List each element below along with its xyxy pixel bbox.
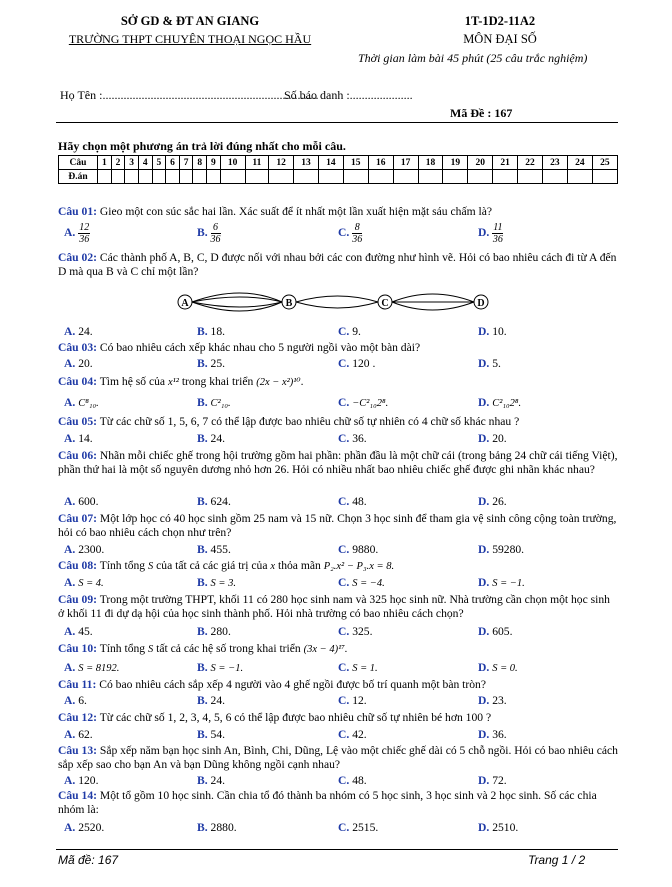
option-14a[interactable]: A. 2520. [64,821,105,834]
answer-cell-7[interactable] [179,170,193,184]
option-6d[interactable]: D. 26. [478,495,507,508]
answer-col-9: 9 [207,156,221,170]
subject: MÔN ĐẠI SỐ [463,32,537,46]
option-7d[interactable]: D. 59280. [478,543,525,556]
answer-cell-12[interactable] [269,170,294,184]
answer-col-23: 23 [542,156,567,170]
answer-cell-8[interactable] [193,170,207,184]
option-13b[interactable]: B. 24. [197,774,226,787]
option-8b[interactable]: B. S = 3. [197,576,237,589]
option-2d[interactable]: D. 10. [478,325,507,338]
question-13: Câu 13: Sắp xếp năm bạn học sinh An, Bình, Chi, Dũng, Lệ vào một chiếc ghế dài có 5 chỗ ngồi. Hỏi có bao nhiêu cách sắp xếp sao cho bạn An và bạn Dũng không ngồi cạnh nhau? [58,744,618,771]
answer-cell-5[interactable] [152,170,166,184]
footer-code: Mã đề: 167 [58,853,119,867]
svg-text:A: A [181,298,189,309]
answer-cell-13[interactable] [294,170,319,184]
svg-text:B: B [285,298,293,309]
answer-cell-22[interactable] [518,170,543,184]
option-12d[interactable]: D. 36. [478,728,507,741]
option-12b[interactable]: B. 54. [197,728,226,741]
school-name: TRƯỜNG THPT CHUYÊN THOẠI NGỌC HẦU [68,32,312,46]
option-13d[interactable]: D. 72. [478,774,507,787]
option-10a[interactable]: A. S = 8192. [64,661,120,674]
answer-cell-10[interactable] [220,170,245,184]
question-5: Câu 05: Từ các chữ số 1, 5, 6, 7 có thể lập được bao nhiêu chữ số tự nhiên có 4 chữ số khác nhau ? [58,415,520,428]
answer-col-21: 21 [493,156,518,170]
org-name: SỞ GD & ĐT AN GIANG [120,14,260,28]
option-11b[interactable]: B. 24. [197,694,226,707]
svg-text:D: D [477,298,485,309]
option-11d[interactable]: D. 23. [478,694,507,707]
answer-col-22: 22 [518,156,543,170]
name-field: Họ Tên :........................................................................ [60,88,319,102]
exam-time: Thời gian làm bài 45 phút (25 câu trắc nghiệm) [358,51,588,65]
answer-cell-25[interactable] [592,170,617,184]
sbd-field: Số báo danh :..................... [284,88,413,102]
answer-cell-9[interactable] [207,170,221,184]
option-6b[interactable]: B. 624. [197,495,231,508]
option-14b[interactable]: B. 2880. [197,821,237,834]
answer-col-25: 25 [592,156,617,170]
answer-cell-6[interactable] [166,170,180,184]
answer-cell-23[interactable] [542,170,567,184]
instruction: Hãy chọn một phương án trả lời đúng nhất cho mỗi câu. [58,139,346,153]
question-12: Câu 12: Từ các chữ số 1, 2, 3, 4, 5, 6 có thể lập được bao nhiêu chữ số tự nhiên bé hơn 100 ? [58,711,492,724]
question-8: Câu 08: Tính tổng S của tất cả các giá trị của x thỏa mãn P₂.x² − P₃.x = 8. [58,559,395,572]
option-8d[interactable]: D. S = −1. [478,576,525,589]
answer-col-2: 2 [111,156,125,170]
answer-col-12: 12 [269,156,294,170]
answer-col-16: 16 [368,156,393,170]
svg-text:C: C [381,298,389,309]
route-diagram [170,288,500,316]
exam-code: 1T-1D2-11A2 [464,14,536,28]
answer-col-18: 18 [418,156,443,170]
option-14d[interactable]: D. 2510. [478,821,519,834]
answer-col-15: 15 [343,156,368,170]
answer-col-17: 17 [393,156,418,170]
answer-cell-19[interactable] [443,170,468,184]
option-12c[interactable]: C. 42. [338,728,367,741]
footer-divider [56,849,618,850]
answer-table-row-label: Đ.án [59,170,98,184]
answer-cell-21[interactable] [493,170,518,184]
answer-cell-11[interactable] [245,170,269,184]
option-1b[interactable]: B. $\frac{6}{36}$ [197,222,221,245]
option-8a[interactable]: A. S = 4. [64,576,104,589]
option-8c[interactable]: C. S = −4. [338,576,385,589]
answer-col-14: 14 [318,156,343,170]
question-1: Câu 01: Gieo một con súc sắc hai lần. Xác suất để ít nhất một lần xuất hiện mặt sáu chấm là? [58,205,493,218]
question-2: Câu 02: Các thành phố A, B, C, D được nối với nhau bởi các con đường như hình vẽ. Hỏi có bao nhiêu cách đi từ A đến D mà qua B và C chỉ một lần? [58,251,617,278]
option-7b[interactable]: B. 455. [197,543,231,556]
question-14: Câu 14: Một tổ gồm 10 học sinh. Cần chia tổ đó thành ba nhóm có 5 học sinh, 3 học sinh và 2 học sinh. Số các chia nhóm là: [58,789,597,816]
option-9b[interactable]: B. 280. [197,625,231,638]
option-1a[interactable]: A. $\frac{12}{36}$ [64,222,90,245]
option-5d[interactable]: D. 20. [478,432,507,445]
answer-cell-20[interactable] [468,170,493,184]
option-7c[interactable]: C. 9880. [338,543,379,556]
option-9d[interactable]: D. 605. [478,625,513,638]
option-13c[interactable]: C. 48. [338,774,367,787]
answer-col-10: 10 [220,156,245,170]
answer-col-20: 20 [468,156,493,170]
answer-col-4: 4 [138,156,152,170]
answer-col-19: 19 [443,156,468,170]
answer-cell-4[interactable] [138,170,152,184]
answer-col-7: 7 [179,156,193,170]
answer-cell-15[interactable] [343,170,368,184]
answer-col-1: 1 [98,156,112,170]
option-14c[interactable]: C. 2515. [338,821,379,834]
answer-cell-16[interactable] [368,170,393,184]
page-number: Trang 1 / 2 [528,853,586,867]
option-5a[interactable]: A. 14. [64,432,93,445]
answer-col-3: 3 [125,156,139,170]
question-4: Câu 04: Tìm hệ số của x¹² trong khai triển (2x − x²)¹⁰. [58,375,304,388]
question-7: Câu 07: Một lớp học có 40 học sinh gồm 25 nam và 15 nữ. Chọn 3 học sinh để tham gia vệ sinh công cộng toàn trường, hỏi có bao nhiêu cách chọn như trên? [58,512,617,539]
option-12a[interactable]: A. 62. [64,728,93,741]
option-10c[interactable]: C. S = 1. [338,661,378,674]
option-9c[interactable]: C. 325. [338,625,373,638]
ma-de: Mã Đề : 167 [450,106,513,120]
answer-col-11: 11 [245,156,269,170]
question-3: Câu 03: Có bao nhiêu cách xếp khác nhau cho 5 người ngồi vào một bàn dài? [58,341,421,354]
option-1d[interactable]: D. $\frac{11}{36}$ [478,222,503,245]
option-7a[interactable]: A. 2300. [64,543,105,556]
answer-cell-1[interactable] [98,170,112,184]
option-10b[interactable]: B. S = −1. [197,661,244,674]
option-2b[interactable]: B. 18. [197,325,226,338]
question-9: Câu 09: Trong một trường THPT, khối 11 có 280 học sinh nam và 325 học sinh nữ. Nhà trường cần chọn một học sinh ở khối 11 đi dự dạ hội của học sinh thành phố. Hỏi nhà trường có bao nhiêu cách chọn? [58,593,610,620]
header-divider [56,122,618,123]
answer-cell-2[interactable] [111,170,125,184]
question-6: Câu 06: Nhãn mỗi chiếc ghế trong hội trường gồm hai phần: phần đầu là một chữ cái (trong bảng 24 chữ cái tiếng Việt), phần thứ hai là một số nguyên dương nhỏ hơn 26. Hỏi có nhiều nhất bao nhiêu chiếc ghế được ghi nhãn khác nhau? [58,449,618,476]
option-6c[interactable]: C. 48. [338,495,367,508]
option-4a[interactable]: A. C⁸₁₀. [64,396,99,409]
answer-col-6: 6 [166,156,180,170]
answer-table [58,155,618,184]
option-2a[interactable]: A. 24. [64,325,93,338]
answer-cell-3[interactable] [125,170,139,184]
option-11a[interactable]: A. 6. [64,694,87,707]
answer-cell-17[interactable] [393,170,418,184]
answer-col-13: 13 [294,156,319,170]
answer-cell-14[interactable] [318,170,343,184]
option-5b[interactable]: B. 24. [197,432,226,445]
option-3c[interactable]: C. 120 . [338,357,376,370]
option-5c[interactable]: C. 36. [338,432,367,445]
answer-col-8: 8 [193,156,207,170]
option-6a[interactable]: A. 600. [64,495,99,508]
option-13a[interactable]: A. 120. [64,774,99,787]
option-2c[interactable]: C. 9. [338,325,361,338]
option-10d[interactable]: D. S = 0. [478,661,518,674]
option-3b[interactable]: B. 25. [197,357,226,370]
answer-col-24: 24 [567,156,592,170]
option-4b[interactable]: B. C²₁₀. [197,396,231,409]
option-1c[interactable]: C. $\frac{8}{36}$ [338,222,363,245]
option-4d[interactable]: D. C²₁₀2⁸. [478,396,522,409]
answer-col-5: 5 [152,156,166,170]
question-10: Câu 10: Tính tổng S tất cả các hệ số trong khai triển (3x − 4)¹⁷. [58,642,348,655]
question-11: Câu 11: Có bao nhiêu cách sắp xếp 4 người vào 4 ghế ngồi được bố trí quanh một bàn tròn? [58,678,486,691]
option-3a[interactable]: A. 20. [64,357,93,370]
answer-table-row-label: Câu [59,156,98,170]
answer-cell-24[interactable] [567,170,592,184]
option-3d[interactable]: D. 5. [478,357,501,370]
option-11c[interactable]: C. 12. [338,694,367,707]
option-9a[interactable]: A. 45. [64,625,93,638]
answer-cell-18[interactable] [418,170,443,184]
option-4c[interactable]: C. −C²₁₀2⁸. [338,396,389,409]
